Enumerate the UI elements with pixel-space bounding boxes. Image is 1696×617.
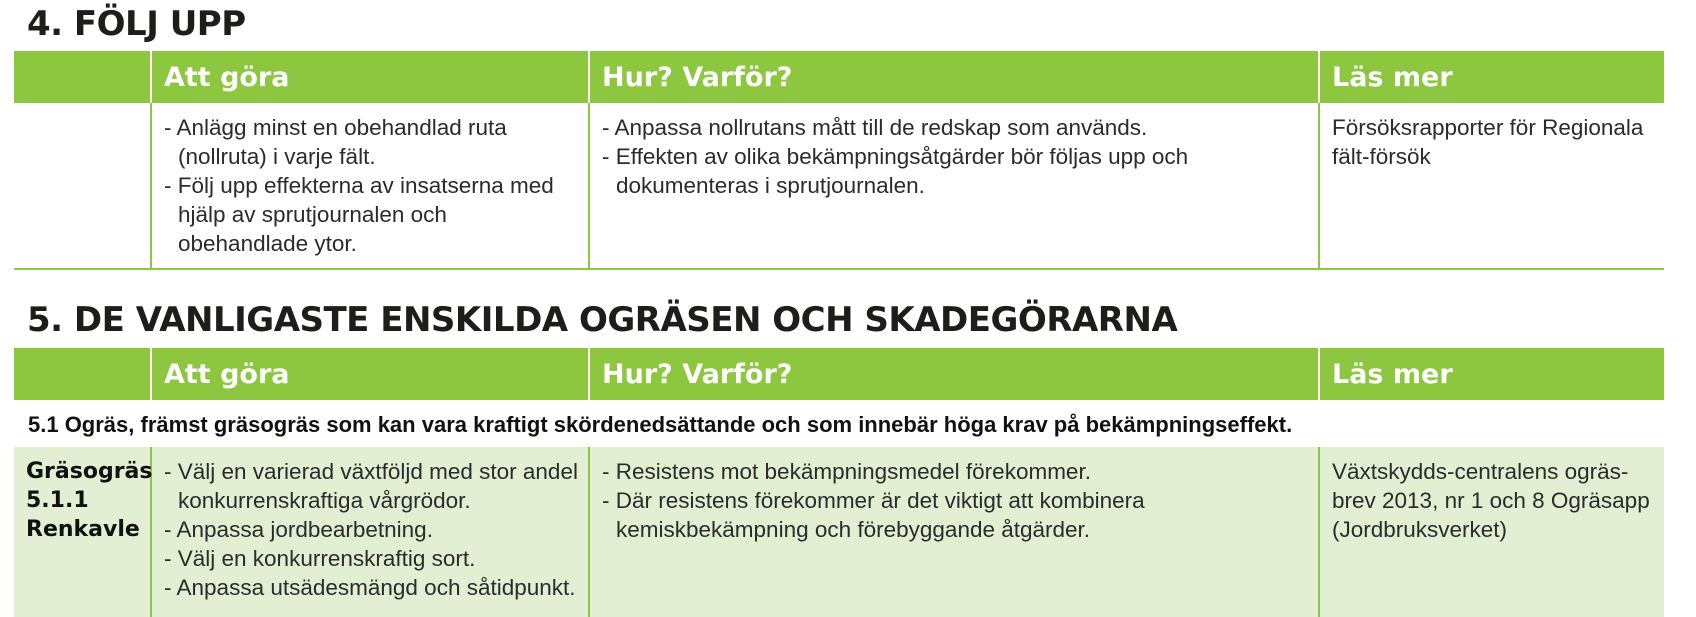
- section-5-title: 5. DE VANLIGASTE ENSKILDA OGRÄSEN OCH SKADEGÖRARNA: [27, 300, 1178, 340]
- header-las-mer: Läs mer: [1319, 348, 1664, 400]
- how-why-list: [602, 113, 1310, 200]
- follow-up-table: [14, 51, 1664, 270]
- header-hur-varfor: Hur? Varför?: [589, 348, 1319, 400]
- list-item: - Anpassa nollrutans mått till de redskap som används.: [602, 113, 1310, 142]
- table-row: [14, 447, 1664, 617]
- how-why-cell: [589, 447, 1319, 617]
- read-more-cell: Växtskydds-centralens ogräs-brev 2013, nr 1 och 8 Ogräsapp (Jordbruksverket): [1319, 447, 1664, 617]
- header-hur-varfor: Hur? Varför?: [589, 51, 1319, 103]
- list-item: - Anpassa utsädesmängd och såtidpunkt.: [164, 573, 580, 602]
- subheading-row: [14, 400, 1664, 447]
- list-item: - Följ upp effekterna av insatserna med hjälp av sprutjournalen och obehandlade ytor.: [164, 171, 580, 258]
- todo-list: [164, 457, 580, 602]
- read-more-cell: Försöksrapporter för Regionala fält-försök: [1319, 103, 1664, 269]
- todo-cell: [151, 103, 589, 269]
- list-item: - Anpassa jordbearbetning.: [164, 515, 580, 544]
- table-row: [14, 103, 1664, 269]
- table-header-row: [14, 348, 1664, 400]
- row-label: Gräsogräs 5.1.1 Renkavle: [14, 447, 151, 617]
- list-item: - Resistens mot bekämpningsmedel förekommer.: [602, 457, 1310, 486]
- list-item: - Där resistens förekommer är det viktigt att kombinera kemiskbekämpning och förebyggande åtgärder.: [602, 486, 1310, 544]
- subheading: 5.1 Ogräs, främst gräsogräs som kan vara kraftigt skördenedsättande och som innebär höga krav på bekämpningseffekt.: [28, 412, 1293, 437]
- section-4-title: 4. FÖLJ UPP: [27, 4, 246, 44]
- header-label-column: [14, 51, 151, 103]
- how-why-list: [602, 457, 1310, 544]
- list-item: - Välj en varierad växtföljd med stor andel konkurrenskraftiga vårgrödor.: [164, 457, 580, 515]
- table-header-row: [14, 51, 1664, 103]
- todo-cell: [151, 447, 589, 617]
- row-label: [14, 103, 151, 269]
- list-item: - Välj en konkurrenskraftig sort.: [164, 544, 580, 573]
- header-att-gora: Att göra: [151, 51, 589, 103]
- weeds-pests-table: [14, 348, 1664, 617]
- list-item: - Effekten av olika bekämpningsåtgärder bör följas upp och dokumenteras i sprutjournalen.: [602, 142, 1310, 200]
- how-why-cell: [589, 103, 1319, 269]
- header-las-mer: Läs mer: [1319, 51, 1664, 103]
- header-label-column: [14, 348, 151, 400]
- header-att-gora: Att göra: [151, 348, 589, 400]
- list-item: - Anlägg minst en obehandlad ruta (nollruta) i varje fält.: [164, 113, 580, 171]
- todo-list: [164, 113, 580, 258]
